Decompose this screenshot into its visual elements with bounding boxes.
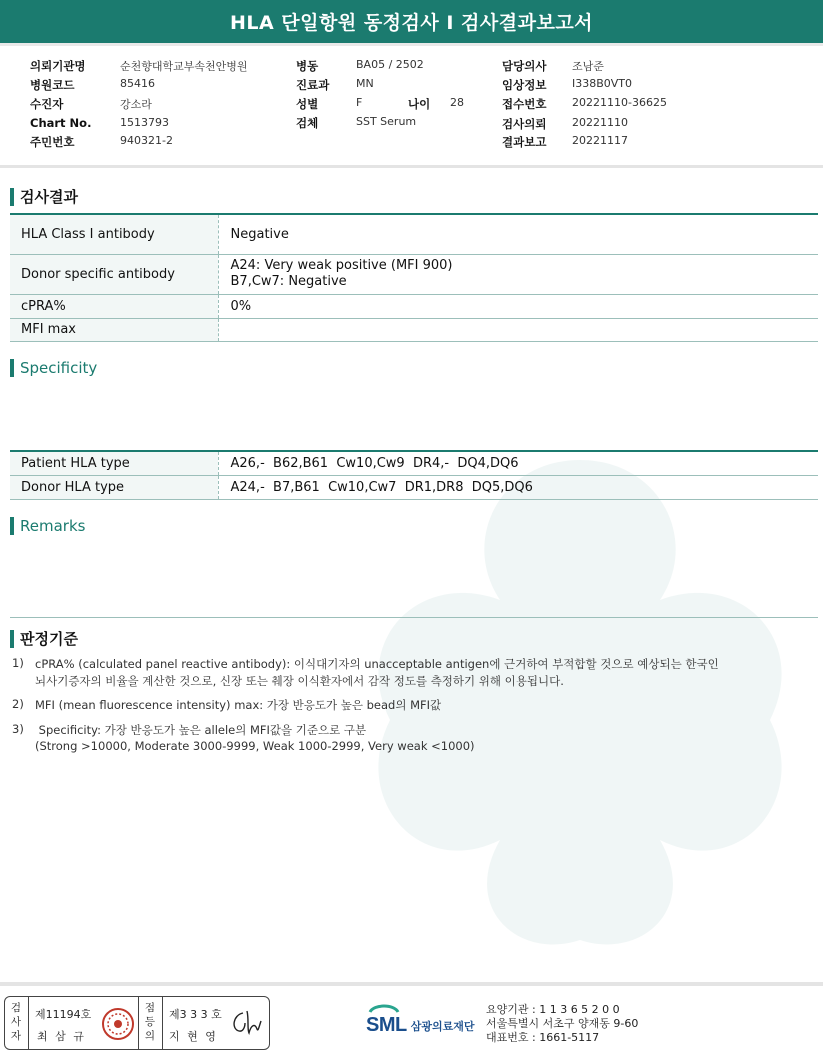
org-name: 삼광의료재단 [410, 1019, 475, 1033]
info-value: SST Serum [356, 115, 417, 128]
info-label: 임상정보 [502, 78, 547, 92]
info-value: 85416 [120, 77, 155, 90]
info-value: 20221110 [572, 116, 628, 129]
section-results-head [10, 186, 78, 207]
table-row [10, 318, 818, 341]
info-value: F [356, 96, 363, 109]
table-row [10, 294, 818, 318]
info-value: 20221117 [572, 134, 628, 147]
info-label: 진료과 [296, 78, 330, 92]
info-label: 성별 [296, 97, 319, 111]
info-label: 결과보고 [502, 135, 547, 149]
divider [10, 617, 818, 618]
dsa-line: A24: Very weak positive (MFI 900) [230, 258, 453, 273]
row-key: MFI max [10, 318, 218, 341]
info-label: 접수번호 [502, 97, 547, 111]
item-text: 뇌사기증자의 비율을 계산한 것으로, 신장 또는 췌장 이식환자에서 감작 정도를 측정하기 위해 이용됩니다. [35, 674, 564, 688]
item-number: 3) [12, 722, 24, 736]
row-key: Patient HLA type [10, 451, 218, 475]
info-value: BA05 / 2502 [356, 58, 424, 71]
hla-table [10, 450, 818, 500]
info-label: Chart No. [30, 116, 92, 130]
row-value: Negative [218, 214, 818, 254]
row-value: A26,- B62,B61 Cw10,Cw9 DR4,- DQ4,DQ6 [218, 451, 818, 475]
info-label: 검사의뢰 [502, 117, 547, 131]
item-text: Specificity: 가장 반응도가 높은 allele의 MFI값을 기준으로 구분 [35, 723, 367, 737]
table-row [10, 451, 818, 475]
info-value: I338B0VT0 [572, 77, 633, 90]
report-title: HLA 단일항원 동정검사 I 검사결과보고서 [0, 0, 823, 46]
section-specificity-head [10, 359, 97, 377]
info-label: 병동 [296, 59, 319, 73]
age-label: 나이 [408, 97, 431, 111]
info-label: 수진자 [30, 97, 64, 111]
divider [0, 165, 823, 168]
item-number: 1) [12, 656, 24, 670]
info-label: 담당의사 [502, 59, 547, 73]
age-value: 28 [450, 96, 464, 109]
info-value: 강소라 [120, 98, 152, 111]
section-title: Specificity [20, 359, 98, 377]
info-label: 의뢰기관명 [30, 59, 86, 73]
item-text: MFI (mean fluorescence intensity) max: 가장 반응도가 높은 bead의 MFI값 [35, 698, 442, 712]
examiner-name: 최 삼 규 [37, 1030, 86, 1043]
item-number: 2) [12, 697, 24, 711]
item-text: (Strong >10000, Moderate 3000-9999, Weak 1000-2999, Very weak <1000) [35, 739, 475, 753]
reviewer-label: 점등의 [144, 1002, 156, 1042]
section-title: 판정기준 [20, 630, 78, 648]
row-key: cPRA% [10, 294, 218, 318]
row-key: Donor specific antibody [10, 254, 218, 294]
info-value: 20221110-36625 [572, 96, 667, 109]
org-line: 대표번호 : 1661-5117 [486, 1031, 600, 1044]
results-table [10, 213, 818, 342]
section-remarks-head [10, 517, 85, 535]
signature-box [4, 996, 270, 1050]
info-label: 병원코드 [30, 78, 75, 92]
org-line: 요양기관 : 1 1 3 6 5 2 0 0 [486, 1003, 620, 1016]
org-line: 서울특별시 서초구 양재동 9-60 [486, 1017, 639, 1030]
table-row [10, 214, 818, 254]
table-row [10, 254, 818, 294]
row-value: A24,- B7,B61 Cw10,Cw7 DR1,DR8 DQ5,DQ6 [218, 475, 818, 499]
reviewer-name: 지 현 영 [169, 1030, 218, 1043]
info-value: 조남준 [572, 60, 604, 73]
info-value: 1513793 [120, 116, 169, 129]
row-value: 0% [218, 294, 818, 318]
row-value [218, 254, 818, 294]
info-label: 주민번호 [30, 135, 75, 149]
sml-logo-text: SML [366, 1014, 407, 1036]
divider [0, 982, 823, 986]
examiner-label: 검사자 [10, 1002, 22, 1042]
org-info [486, 1003, 638, 1045]
reviewer-number: 제3 3 3 호 [169, 1008, 222, 1021]
section-criteria-head [10, 628, 78, 649]
item-text: cPRA% (calculated panel reactive antibody): 이식대기자의 unacceptable antigen에 근거하여 부적합할 것으로 예상되는 한국인 [35, 657, 719, 671]
examiner-number: 제11194호 [35, 1008, 92, 1021]
info-value: 940321-2 [120, 134, 173, 147]
section-title: Remarks [20, 517, 86, 535]
signature [227, 1007, 263, 1039]
info-value: 순천향대학교부속천안병원 [120, 60, 248, 73]
section-title: 검사결과 [20, 188, 78, 206]
info-value: MN [356, 77, 374, 90]
table-row [10, 475, 818, 499]
row-key: Donor HLA type [10, 475, 218, 499]
row-key: HLA Class I antibody [10, 214, 218, 254]
patient-info [0, 54, 823, 164]
info-label: 검체 [296, 116, 319, 130]
dsa-line: B7,Cw7: Negative [230, 274, 347, 289]
row-value [218, 318, 818, 341]
